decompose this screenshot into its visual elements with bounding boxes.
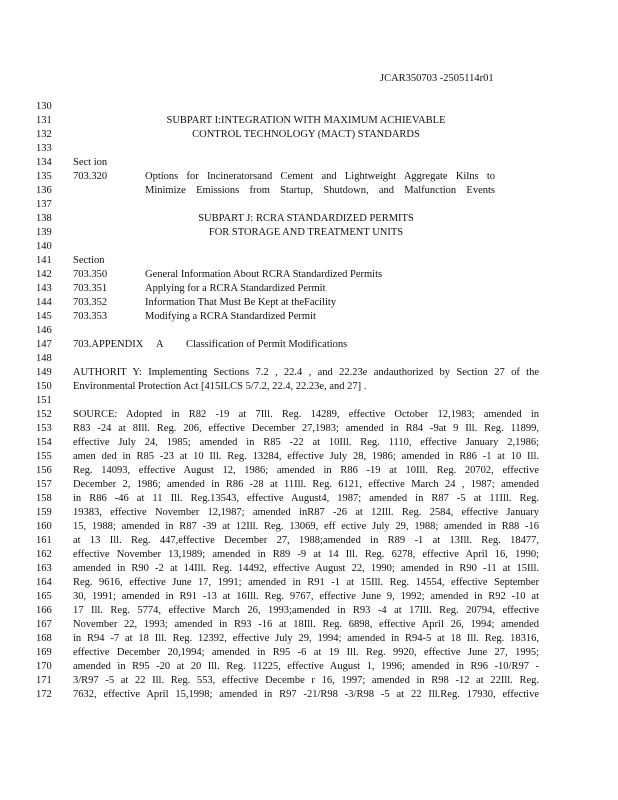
section-label: Sect ion <box>73 157 108 168</box>
line-number: 144 <box>36 297 52 308</box>
line-number: 170 <box>36 661 52 672</box>
source-line: effective November 13,1989; amended in R89 -9 at 14 Ill. Reg. 6278, effective April 16, 1990; <box>73 549 539 560</box>
line-number: 131 <box>36 115 52 126</box>
line-number: 140 <box>36 241 52 252</box>
source-line: SOURCE: Adopted in R82 -19 at 7Ill. Reg. 14289, effective October 12,1983; amended in <box>73 409 539 420</box>
section-row <box>0 268 618 282</box>
line-number: 138 <box>36 213 52 224</box>
source-line: effective July 24, 1985; amended in R85 -22 at 10Ill. Reg. 1110, effective January 2,1986; <box>73 437 539 448</box>
section-title: Information That Must Be Kept at theFacility <box>145 297 337 308</box>
line-number: 134 <box>36 157 52 168</box>
line-number: 151 <box>36 395 52 406</box>
line-number: 169 <box>36 647 52 658</box>
line-number: 166 <box>36 605 52 616</box>
section-number: 703.351 <box>73 283 108 294</box>
section-number: 703.350 <box>73 269 108 280</box>
appendix-title: Classification of Permit Modifications <box>186 339 348 350</box>
line-number: 171 <box>36 675 52 686</box>
line-number: 154 <box>36 437 52 448</box>
line-number: 155 <box>36 451 52 462</box>
appendix-letter: A <box>156 339 164 350</box>
authority-line2: Environmental Protection Act [415ILCS 5/7.2, 22.4, 22.23e, and 27] . <box>73 381 367 392</box>
source-line: Reg. 9616, effective June 17, 1991; amended in R91 -1 at 15Ill. Reg. 14554, effective September <box>73 577 539 588</box>
section-row <box>0 310 618 324</box>
line-number: 172 <box>36 689 52 700</box>
source-line: 15, 1988; amended in R87 -39 at 12Ill. Reg. 13069, eff ective July 29, 1988; amended in R88 -16 <box>73 521 539 532</box>
line-number: 142 <box>36 269 52 280</box>
line-number: 148 <box>36 353 52 364</box>
source-line: 19383, effective November 12,1987; amended inR87 -26 at 12Ill. Reg. 2584, effective January <box>73 507 539 518</box>
line-number: 146 <box>36 325 52 336</box>
section-number: 703.320 <box>73 171 108 182</box>
line-number: 132 <box>36 129 52 140</box>
section-number: 703.353 <box>73 311 108 322</box>
source-line: December 2, 1986; amended in R86 -28 at 11Ill. Reg. 6121, effective March 24 , 1987; amended <box>73 479 539 490</box>
section-title: General Information About RCRA Standardized Permits <box>145 269 383 280</box>
source-line: at 13 Ill. Reg. 447,effective December 27, 1988;amended in R89 -1 at 13Ill. Reg. 18477, <box>73 535 539 546</box>
source-line: November 22, 1993; amended in R93 -16 at 18Ill. Reg. 6898, effective April 26, 1994; amended <box>73 619 539 630</box>
section-title: Applying for a RCRA Standardized Permit <box>145 283 326 294</box>
line-number: 149 <box>36 367 52 378</box>
line-number: 153 <box>36 423 52 434</box>
source-line: in R94 -7 at 18 Ill. Reg. 12392, effective July 29, 1994; amended in R94-5 at 18 Ill. Reg. 18316, <box>73 633 539 644</box>
line-number: 163 <box>36 563 52 574</box>
source-line: 30, 1991; amended in R91 -13 at 16Ill. Reg. 9767, effective June 9, 1992; amended in R92 -10 at <box>73 591 539 602</box>
line-number: 156 <box>36 465 52 476</box>
line-number: 152 <box>36 409 52 420</box>
section-title-line1: Options for Incineratorsand Cement and Lightweight Aggregate Kilns to <box>145 171 495 182</box>
line-number: 136 <box>36 185 52 196</box>
section-label: Section <box>73 255 105 266</box>
appendix-row <box>0 338 618 352</box>
subpart-i-heading-line1: SUBPART I:INTEGRATION WITH MAXIMUM ACHIEVABLE <box>166 115 446 126</box>
appendix-label: 703.APPENDIX <box>73 339 144 350</box>
source-line: R83 -24 at 8Ill. Reg. 206, effective December 27,1983; amended in R84 -9at 9 Ill. Reg. 11899, <box>73 423 539 434</box>
line-number: 137 <box>36 199 52 210</box>
line-number: 139 <box>36 227 52 238</box>
line-number: 150 <box>36 381 52 392</box>
source-line: amended in R95 -20 at 20 Ill. Reg. 11225, effective August 1, 1996; amended in R96 -10/R97 - <box>73 661 539 672</box>
line-number: 133 <box>36 143 52 154</box>
line-number: 159 <box>36 507 52 518</box>
line-number: 157 <box>36 479 52 490</box>
section-title-line2: Minimize Emissions from Startup, Shutdown, and Malfunction Events <box>145 185 495 196</box>
line-number: 167 <box>36 619 52 630</box>
subpart-j-heading-line2: FOR STORAGE AND TREATMENT UNITS <box>208 227 404 238</box>
line-number: 162 <box>36 549 52 560</box>
line-number: 135 <box>36 171 52 182</box>
section-row <box>0 282 618 296</box>
subpart-i-heading-line2: CONTROL TECHNOLOGY (MACT) STANDARDS <box>192 129 420 140</box>
line-number: 141 <box>36 255 52 266</box>
section-row <box>0 296 618 310</box>
line-number: 164 <box>36 577 52 588</box>
source-line: in R86 -46 at 11 Ill. Reg.13543, effective August4, 1987; amended in R87 -5 at 11Ill. Reg. <box>73 493 539 504</box>
section-number: 703.352 <box>73 297 108 308</box>
line-number: 168 <box>36 633 52 644</box>
line-number: 165 <box>36 591 52 602</box>
line-number: 158 <box>36 493 52 504</box>
line-number: 145 <box>36 311 52 322</box>
source-line: 17 Ill. Reg. 5774, effective March 26, 1993;amended in R93 -4 at 17Ill. Reg. 20794, effective <box>73 605 539 616</box>
line-number: 130 <box>36 101 52 112</box>
source-line: amen ded in R85 -23 at 10 Ill. Reg. 13284, effective July 28, 1986; amended in R86 -1 at 10 Ill. <box>73 451 539 462</box>
source-line: 3/R97 -5 at 22 Ill. Reg. 553, effective Decembe r 16, 1997; amended in R98 -12 at 22Ill. Reg. <box>73 675 539 686</box>
source-line: effective December 20,1994; amended in R95 -6 at 19 Ill. Reg. 9920, effective June 27, 1995; <box>73 647 539 658</box>
subpart-j-heading-line1: SUBPART J: RCRA STANDARDIZED PERMITS <box>198 213 414 224</box>
line-number: 147 <box>36 339 52 350</box>
document-id: JCAR350703 -2505114r01 <box>380 73 494 84</box>
source-line: 7632, effective April 15,1998; amended in R97 -21/R98 -3/R98 -5 at 22 Ill.Reg. 17930, effective <box>73 689 539 700</box>
source-line: amended in R90 -2 at 14Ill. Reg. 14492, effective August 22, 1990; amended in R90 -11 at 15Ill. <box>73 563 539 574</box>
line-number: 143 <box>36 283 52 294</box>
source-line: Reg. 14093, effective August 12, 1986; amended in R86 -19 at 10Ill. Reg. 20702, effective <box>73 465 539 476</box>
section-title: Modifying a RCRA Standardized Permit <box>145 311 316 322</box>
line-number: 160 <box>36 521 52 532</box>
authority-line1: AUTHORIT Y: Implementing Sections 7.2 , 22.4 , and 22.23e andauthorized by Section 27 of the <box>73 367 539 378</box>
line-number: 161 <box>36 535 52 546</box>
